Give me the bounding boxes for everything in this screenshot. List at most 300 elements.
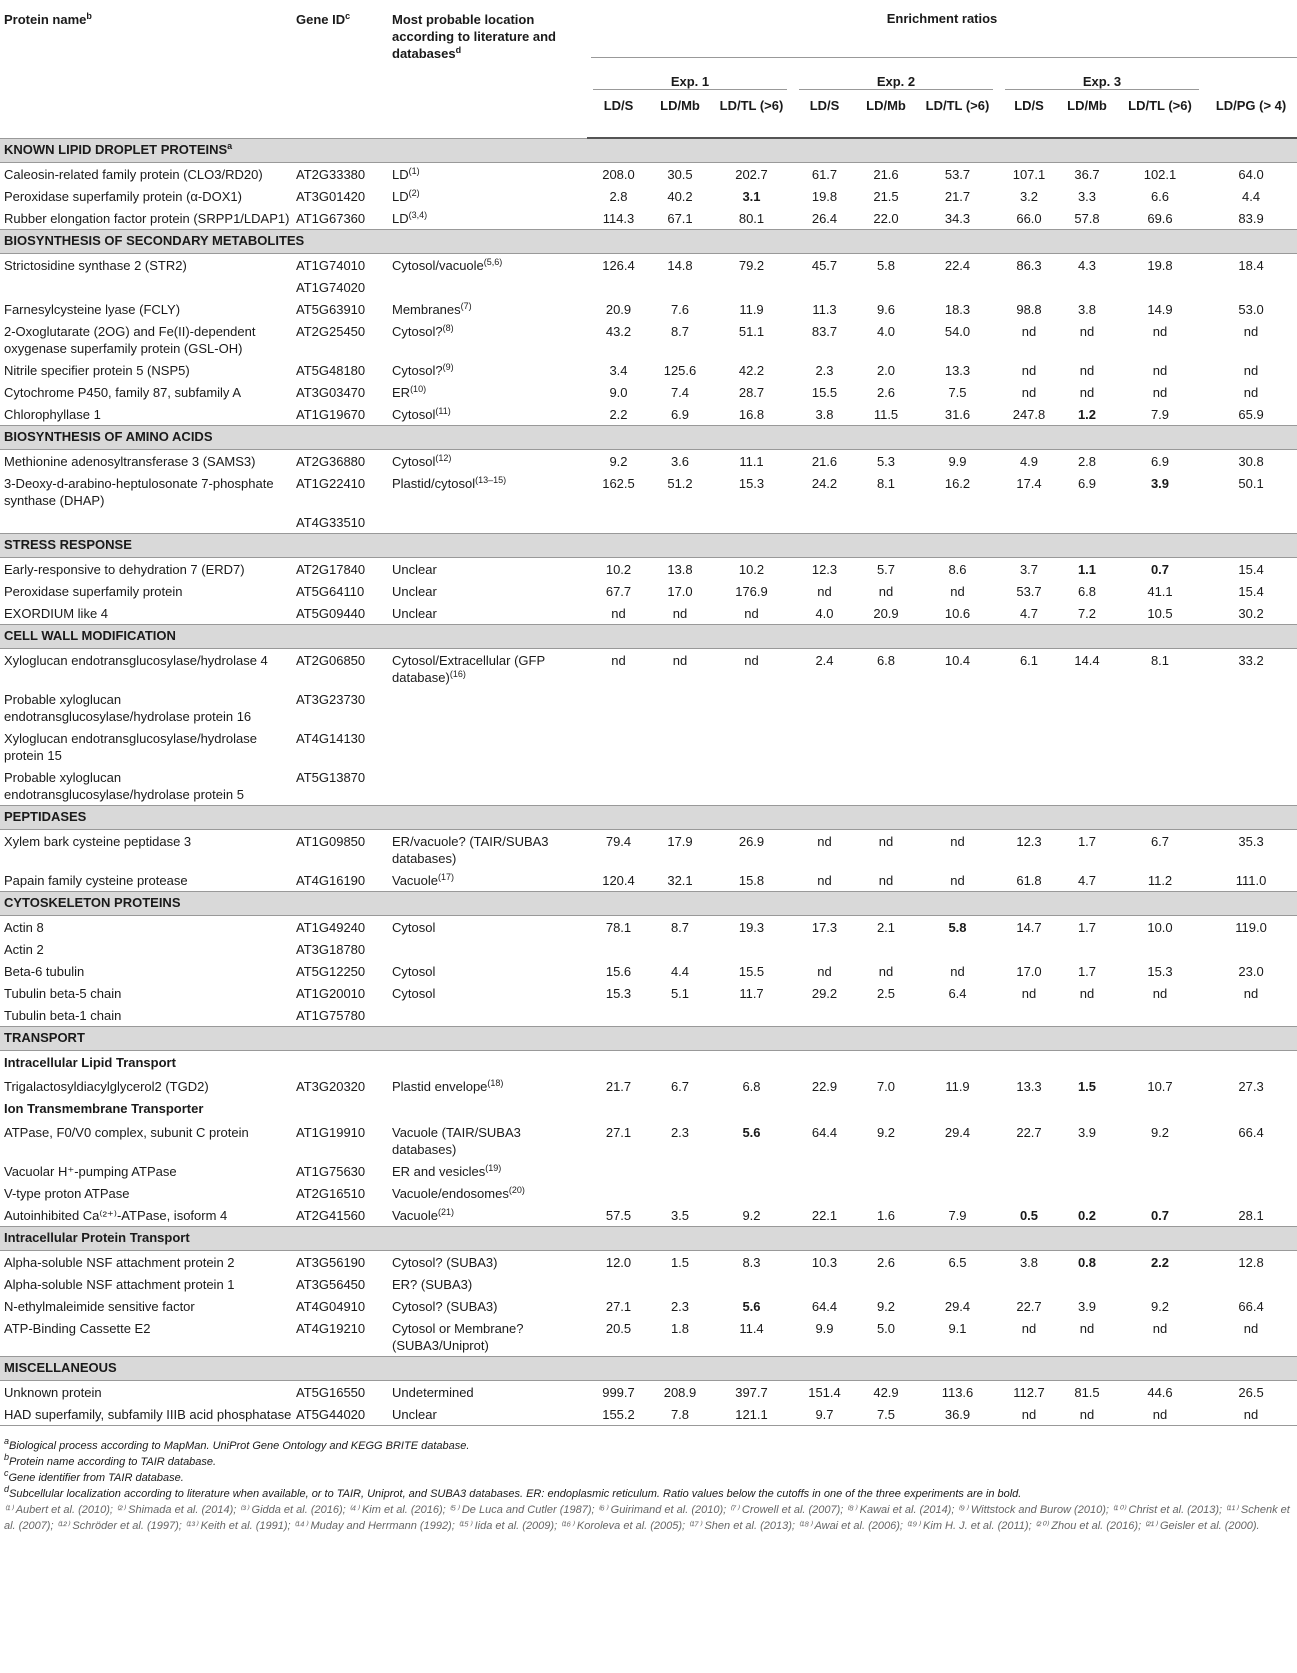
ratio-cell: 54.0 bbox=[944, 324, 971, 339]
location-text: LD bbox=[392, 167, 409, 182]
ratio-cell: 5.0 bbox=[876, 1321, 896, 1336]
location-cell bbox=[389, 1273, 587, 1295]
ratio-cell: 12.8 bbox=[1238, 1255, 1264, 1270]
ratio-cell: 2.3 bbox=[815, 363, 834, 378]
ratio-cell: 10.2 bbox=[738, 562, 765, 577]
protein-name-cell: Nitrile specifier protein 5 (NSP5) bbox=[4, 363, 190, 378]
col-header-exp3: Exp. 3 bbox=[999, 58, 1205, 90]
gene-id-cell: AT5G64110 bbox=[296, 584, 365, 599]
ratio-cell: 2.2 bbox=[1150, 1255, 1170, 1270]
location-cell bbox=[389, 254, 587, 277]
footnote-mark: d bbox=[4, 1484, 10, 1494]
ratio-cell: 6.9 bbox=[1077, 476, 1097, 491]
location-text: ER bbox=[392, 385, 411, 400]
location-text: Cytosol/Extracellular (GFP database) bbox=[392, 653, 545, 685]
ratio-cell bbox=[1059, 938, 1115, 960]
ratio-cell: 61.8 bbox=[1016, 873, 1042, 888]
ratio-cell: nd bbox=[1021, 1407, 1037, 1422]
section-header bbox=[0, 1027, 1297, 1051]
ratio-cell: 113.6 bbox=[941, 1385, 974, 1400]
protein-name-cell: Probable xyloglucan endotransglucosylase/hydrolase protein 5 bbox=[4, 770, 244, 802]
ratio-cell: 2.2 bbox=[609, 407, 628, 422]
ratio-cell bbox=[999, 1004, 1059, 1027]
protein-name-cell: Farnesylcysteine lyase (FCLY) bbox=[4, 302, 181, 317]
location-citation-mark: (2) bbox=[408, 188, 420, 198]
location-cell bbox=[389, 1075, 587, 1097]
ratio-cell: 44.6 bbox=[1147, 1385, 1173, 1400]
ratio-cell bbox=[999, 688, 1059, 727]
ratio-cell: nd bbox=[1243, 1407, 1259, 1422]
ratio-cell: 3.4 bbox=[609, 363, 628, 378]
ratio-cell: 1.5 bbox=[1077, 1079, 1097, 1094]
gene-id-cell: AT5G12250 bbox=[296, 964, 366, 979]
ratio-cell: 23.0 bbox=[1238, 964, 1264, 979]
protein-name-cell: Cytochrome P450, family 87, subfamily A bbox=[4, 385, 241, 400]
table-row bbox=[0, 960, 1297, 982]
col-header-protein: Protein name$^b$ bbox=[4, 11, 92, 27]
location-text: Cytosol bbox=[392, 407, 436, 422]
ratio-cell: 11.9 bbox=[945, 1079, 970, 1094]
gene-id-cell: AT1G20010 bbox=[296, 986, 366, 1001]
location-cell bbox=[389, 511, 587, 534]
gene-id-cell: AT5G44020 bbox=[296, 1407, 366, 1422]
table-row bbox=[0, 766, 1297, 806]
ratio-cell: 10.5 bbox=[1147, 606, 1173, 621]
ratio-cell: 9.9 bbox=[815, 1321, 834, 1336]
ratio-cell: 8.7 bbox=[670, 324, 690, 339]
location-text: Cytosol? bbox=[392, 363, 443, 378]
ratio-cell: 3.6 bbox=[670, 454, 690, 469]
ratio-cell bbox=[793, 1182, 856, 1204]
ratio-cell bbox=[1059, 511, 1115, 534]
ratio-cell: 12.3 bbox=[1016, 834, 1042, 849]
ratio-cell: 6.9 bbox=[670, 407, 690, 422]
protein-name-cell: Papain family cysteine protease bbox=[4, 873, 188, 888]
gene-id-cell: AT5G16550 bbox=[296, 1385, 366, 1400]
location-citation-mark: (17) bbox=[438, 872, 455, 882]
ratio-cell: 2.1 bbox=[876, 920, 896, 935]
section-header bbox=[0, 892, 1297, 916]
ratio-cell: 1.5 bbox=[670, 1255, 690, 1270]
ratio-cell: 22.7 bbox=[1016, 1125, 1042, 1140]
ratio-cell: 14.8 bbox=[667, 258, 693, 273]
protein-name-cell: 3-Deoxy-d-arabino-heptulosonate 7-phosphate synthase (DHAP) bbox=[4, 476, 274, 508]
ratio-cell bbox=[710, 511, 793, 534]
ratio-cell: nd bbox=[1152, 385, 1168, 400]
ratio-cell: 2.4 bbox=[815, 653, 834, 668]
location-citation-mark: (18) bbox=[487, 1078, 504, 1088]
ratio-cell: 11.9 bbox=[739, 302, 764, 317]
ratio-cell: 2.5 bbox=[876, 986, 896, 1001]
location-text: Unclear bbox=[392, 584, 437, 599]
ratio-cell bbox=[793, 1160, 856, 1182]
gene-id-cell: AT3G23730 bbox=[296, 692, 366, 707]
ratio-cell bbox=[650, 766, 710, 806]
protein-name-cell: Peroxidase superfamily protein (α-DOX1) bbox=[4, 189, 242, 204]
ratio-cell: 57.8 bbox=[1074, 211, 1100, 226]
table-row bbox=[0, 1160, 1297, 1182]
ratio-cell bbox=[650, 727, 710, 766]
section-title bbox=[0, 1357, 1297, 1381]
ratio-cell: 21.7 bbox=[944, 189, 971, 204]
col-header-exp2: Exp. 2 bbox=[793, 58, 999, 90]
location-text: Vacuole (TAIR/SUBA3 databases) bbox=[392, 1125, 521, 1157]
ratio-cell: 9.7 bbox=[815, 1407, 834, 1422]
ratio-cell bbox=[1205, 688, 1297, 727]
ratio-cell bbox=[710, 766, 793, 806]
section-header bbox=[0, 806, 1297, 830]
ratio-cell: 79.2 bbox=[738, 258, 765, 273]
ratio-cell: 120.4 bbox=[602, 873, 635, 888]
ratio-cell bbox=[856, 276, 916, 298]
ratio-cell bbox=[1059, 727, 1115, 766]
section-title-text: Intracellular Protein Transport bbox=[4, 1230, 190, 1245]
ratio-cell: 112.7 bbox=[1013, 1385, 1045, 1400]
ratio-cell bbox=[710, 938, 793, 960]
section-header bbox=[0, 625, 1297, 649]
ratio-cell bbox=[793, 766, 856, 806]
ratio-cell: 6.4 bbox=[948, 986, 967, 1001]
ratio-cell: 64.0 bbox=[1238, 167, 1264, 182]
ratio-cell bbox=[1059, 1004, 1115, 1027]
location-cell bbox=[389, 403, 587, 426]
ratio-cell: 6.7 bbox=[670, 1079, 690, 1094]
ratio-cell: nd bbox=[878, 834, 894, 849]
protein-name-cell: Methionine adenosyltransferase 3 (SAMS3) bbox=[4, 454, 256, 469]
subsection-title: Ion Transmembrane Transporter bbox=[4, 1101, 204, 1116]
ratio-cell: 13.3 bbox=[1016, 1079, 1042, 1094]
col-header-ratio: LD/TL (>6) bbox=[1115, 90, 1205, 138]
ratio-cell bbox=[587, 766, 650, 806]
ratio-cell: 126.4 bbox=[602, 258, 635, 273]
section-title bbox=[0, 534, 1297, 558]
ratio-cell: 247.8 bbox=[1012, 407, 1046, 422]
protein-name-cell: HAD superfamily, subfamily IIIB acid phosphatase bbox=[4, 1407, 292, 1422]
ratio-cell: 29.4 bbox=[944, 1299, 971, 1314]
ratio-cell: 42.2 bbox=[738, 363, 765, 378]
location-citation-mark: (19) bbox=[485, 1163, 502, 1173]
col-header-ratio: LD/S bbox=[793, 90, 856, 138]
ratio-cell: 15.5 bbox=[738, 964, 765, 979]
table-row bbox=[0, 1403, 1297, 1426]
ratio-cell bbox=[856, 1160, 916, 1182]
ratio-cell: 17.4 bbox=[1016, 476, 1042, 491]
gene-id-cell: AT3G03470 bbox=[296, 385, 366, 400]
ratio-cell bbox=[793, 727, 856, 766]
section-title bbox=[0, 1227, 1297, 1251]
ratio-cell bbox=[710, 1004, 793, 1027]
location-cell bbox=[389, 602, 587, 625]
table-row bbox=[0, 938, 1297, 960]
ratio-cell: 7.2 bbox=[1077, 606, 1097, 621]
ratio-cell: 5.8 bbox=[876, 258, 896, 273]
ratio-cell: nd bbox=[1152, 986, 1168, 1001]
ratio-cell: 30.2 bbox=[1238, 606, 1264, 621]
section-title-text: TRANSPORT bbox=[4, 1030, 85, 1045]
ratio-cell: nd bbox=[1021, 986, 1037, 1001]
footnote-mark: a bbox=[4, 1436, 10, 1446]
ratio-cell: 65.9 bbox=[1238, 407, 1264, 422]
gene-id-cell: AT2G33380 bbox=[296, 167, 366, 182]
ratio-cell: 9.2 bbox=[609, 454, 628, 469]
location-text: Cytosol bbox=[392, 454, 436, 469]
table-row bbox=[0, 830, 1297, 870]
ratio-cell bbox=[999, 1273, 1059, 1295]
ratio-cell: 66.4 bbox=[1238, 1125, 1264, 1140]
ratio-cell: 83.9 bbox=[1238, 211, 1264, 226]
location-cell bbox=[389, 1403, 587, 1426]
protein-name-cell: EXORDIUM like 4 bbox=[4, 606, 109, 621]
ratio-cell: 14.4 bbox=[1074, 653, 1100, 668]
ratio-cell: 6.5 bbox=[948, 1255, 967, 1270]
ratio-cell: 28.1 bbox=[1238, 1208, 1264, 1223]
table-row bbox=[0, 450, 1297, 473]
ratio-cell: nd bbox=[744, 653, 759, 668]
ratio-cell bbox=[587, 511, 650, 534]
ratio-cell: 9.2 bbox=[876, 1125, 896, 1140]
ratio-cell: 67.7 bbox=[605, 584, 632, 599]
ratio-cell: 10.6 bbox=[944, 606, 971, 621]
section-header bbox=[0, 1227, 1297, 1251]
ratio-cell: nd bbox=[1152, 363, 1168, 378]
ratio-cell bbox=[793, 938, 856, 960]
gene-id-cell: AT1G75780 bbox=[296, 1008, 366, 1023]
ratio-cell bbox=[999, 1160, 1059, 1182]
ratio-cell: 20.5 bbox=[605, 1321, 632, 1336]
gene-id-cell: AT5G13870 bbox=[296, 770, 366, 785]
section-title bbox=[0, 230, 1297, 254]
ratio-cell: 11.3 bbox=[812, 302, 837, 317]
protein-name-cell bbox=[0, 276, 292, 298]
ratio-cell: 0.7 bbox=[1150, 1208, 1170, 1223]
ratio-cell bbox=[793, 1273, 856, 1295]
gene-id-cell: AT1G09850 bbox=[296, 834, 366, 849]
ratio-cell: 4.0 bbox=[876, 324, 896, 339]
ratio-cell: 10.3 bbox=[811, 1255, 838, 1270]
location-text: Unclear bbox=[392, 562, 437, 577]
location-text: Cytosol? (SUBA3) bbox=[392, 1299, 498, 1314]
location-cell bbox=[389, 1317, 587, 1357]
ratio-cell: 29.2 bbox=[811, 986, 838, 1001]
ratio-cell: 15.5 bbox=[811, 385, 838, 400]
table-row bbox=[0, 254, 1297, 277]
protein-name-cell bbox=[0, 511, 292, 534]
ratio-cell bbox=[710, 727, 793, 766]
table-row bbox=[0, 688, 1297, 727]
protein-name-cell: 2-Oxoglutarate (2OG) and Fe(II)-dependent oxygenase superfamily protein (GSL-OH) bbox=[4, 324, 256, 356]
gene-id-cell: AT2G16510 bbox=[296, 1186, 366, 1201]
table-row bbox=[0, 1121, 1297, 1160]
ratio-cell: 8.1 bbox=[1150, 653, 1170, 668]
gene-id-cell: AT4G33510 bbox=[296, 515, 366, 530]
ratio-cell: 7.9 bbox=[1150, 407, 1170, 422]
ratio-cell: nd bbox=[672, 606, 688, 621]
ratio-cell bbox=[916, 276, 999, 298]
ratio-cell: 15.8 bbox=[738, 873, 765, 888]
ratio-cell bbox=[856, 688, 916, 727]
ratio-cell: 26.5 bbox=[1238, 1385, 1264, 1400]
ratio-cell: 2.3 bbox=[670, 1125, 690, 1140]
table-row bbox=[0, 602, 1297, 625]
ratio-cell: 14.7 bbox=[1016, 920, 1042, 935]
location-cell bbox=[389, 830, 587, 870]
ratio-cell: 50.1 bbox=[1238, 476, 1264, 491]
ratio-cell: 15.3 bbox=[605, 986, 632, 1001]
ratio-cell: 57.5 bbox=[605, 1208, 632, 1223]
subsection-header bbox=[0, 1051, 1297, 1076]
location-citation-mark: (9) bbox=[442, 362, 454, 372]
col-header-ratio: LD/S bbox=[587, 90, 650, 138]
ratio-cell bbox=[916, 688, 999, 727]
location-cell bbox=[389, 359, 587, 381]
ratio-cell bbox=[650, 938, 710, 960]
ratio-cell: 36.9 bbox=[944, 1407, 971, 1422]
ratio-cell: 9.2 bbox=[1150, 1125, 1170, 1140]
location-citation-mark: (3,4) bbox=[408, 210, 428, 220]
protein-name-cell: Alpha-soluble NSF attachment protein 1 bbox=[4, 1277, 235, 1292]
protein-name-cell: Autoinhibited Ca⁽²⁺⁾-ATPase, isoform 4 bbox=[4, 1208, 228, 1223]
ratio-cell bbox=[1059, 1273, 1115, 1295]
location-cell bbox=[389, 298, 587, 320]
ratio-cell: 0.5 bbox=[1019, 1208, 1039, 1223]
ratio-cell: 26.9 bbox=[738, 834, 765, 849]
gene-id-cell: AT1G19910 bbox=[296, 1125, 366, 1140]
ratio-cell bbox=[916, 766, 999, 806]
ratio-cell: 16.8 bbox=[738, 407, 765, 422]
table-row bbox=[0, 558, 1297, 581]
ratio-cell: nd bbox=[1079, 986, 1095, 1001]
gene-id-cell: AT3G18780 bbox=[296, 942, 366, 957]
ratio-cell bbox=[1205, 1273, 1297, 1295]
ratio-cell: 2.3 bbox=[670, 1299, 690, 1314]
location-cell bbox=[389, 276, 587, 298]
ratio-cell bbox=[856, 1182, 916, 1204]
ratio-cell: 2.6 bbox=[876, 1255, 896, 1270]
ratio-cell: 11.1 bbox=[739, 454, 764, 469]
gene-id-cell: AT3G56190 bbox=[296, 1255, 366, 1270]
section-title bbox=[0, 1027, 1297, 1051]
ratio-cell: 9.2 bbox=[742, 1208, 761, 1223]
ratio-cell: 35.3 bbox=[1238, 834, 1264, 849]
ratio-cell: 7.8 bbox=[670, 1407, 690, 1422]
table-row bbox=[0, 276, 1297, 298]
ratio-cell bbox=[793, 276, 856, 298]
footnote-text: Biological process according to MapMan. UniProt Gene Ontology and KEGG BRITE database. bbox=[9, 1440, 470, 1452]
ratio-cell: 24.2 bbox=[811, 476, 838, 491]
location-cell bbox=[389, 1251, 587, 1274]
gene-id-cell: AT5G63910 bbox=[296, 302, 366, 317]
ratio-cell bbox=[587, 727, 650, 766]
table-row bbox=[0, 381, 1297, 403]
ratio-cell: 1.7 bbox=[1077, 964, 1097, 979]
section-title-text: CYTOSKELETON PROTEINS bbox=[4, 895, 181, 910]
ratio-cell: 9.2 bbox=[1150, 1299, 1170, 1314]
table-row bbox=[0, 185, 1297, 207]
ratio-cell: 9.9 bbox=[948, 454, 967, 469]
citation-list: ⁽¹⁾ Aubert et al. (2010); ⁽²⁾ Shimada et al. (2014); ⁽³⁾ Gidda et al. (2016); ⁽⁴⁾ Kim et al. (2016); ⁽⁵⁾ De Luca and Cutler (1987); ⁽⁶⁾ Guirimand et al. (2010); ⁽⁷⁾ Crowell et al. (2007); ⁽⁸⁾ Kawai et al. (2014); ⁽⁹⁾ Wittstock and Burow (2010); ⁽¹⁰⁾ Christ et al. (2013); ⁽¹¹⁾ Schenk et al. (2007); ⁽¹²⁾ Schröder et al. (1997); ⁽¹³⁾ Keith et al. (1991); ⁽¹⁴⁾ Muday and Herrmann (1992); ⁽¹⁵⁾ Iida et al. (2009); ⁽¹⁶⁾ Koroleva et al. (2005); ⁽¹⁷⁾ Shen et al. (2013); ⁽¹⁸⁾ Awai et al. (2006); ⁽¹⁹⁾ Kim H. J. et al. (2011); ⁽²⁰⁾ Zhou et al. (2016); ⁽²¹⁾ Geisler et al. (2000). bbox=[4, 1504, 1290, 1532]
ratio-cell: 5.7 bbox=[876, 562, 896, 577]
table-row bbox=[0, 359, 1297, 381]
location-text: ER/vacuole? (TAIR/SUBA3 databases) bbox=[392, 834, 549, 866]
ratio-cell: 4.3 bbox=[1077, 258, 1097, 273]
ratio-cell: nd bbox=[950, 964, 965, 979]
location-text: Vacuole bbox=[392, 1208, 439, 1223]
ratio-cell: 20.9 bbox=[873, 606, 899, 621]
ratio-cell: nd bbox=[1079, 1407, 1095, 1422]
ratio-cell: 11.2 bbox=[1147, 873, 1173, 888]
ratio-cell: 1.8 bbox=[670, 1321, 690, 1336]
ratio-cell bbox=[710, 276, 793, 298]
protein-name-cell: Rubber elongation factor protein (SRPP1/LDAP1) bbox=[4, 211, 290, 226]
section-title-text: PEPTIDASES bbox=[4, 809, 87, 824]
location-text: ER and vesicles bbox=[392, 1164, 486, 1179]
ratio-cell: nd bbox=[1021, 385, 1037, 400]
ratio-cell bbox=[856, 511, 916, 534]
protein-name-cell: Tubulin beta-1 chain bbox=[4, 1008, 122, 1023]
table-footnotes bbox=[4, 1438, 1293, 1534]
ratio-cell: 1.2 bbox=[1077, 407, 1097, 422]
location-citation-mark: (20) bbox=[508, 1185, 525, 1195]
ratio-cell: nd bbox=[1152, 1321, 1168, 1336]
location-text: Membranes bbox=[392, 302, 461, 317]
ratio-cell: nd bbox=[672, 653, 688, 668]
ratio-cell: 33.2 bbox=[1238, 653, 1264, 668]
ratio-cell: 111.0 bbox=[1235, 873, 1267, 888]
ratio-cell: 36.7 bbox=[1074, 167, 1100, 182]
ratio-cell bbox=[587, 1004, 650, 1027]
ratio-cell: 51.1 bbox=[738, 324, 765, 339]
ratio-cell: 162.5 bbox=[602, 476, 635, 491]
location-text: Cytosol? bbox=[392, 324, 443, 339]
location-text: LD bbox=[392, 189, 409, 204]
location-cell bbox=[389, 649, 587, 689]
ratio-cell: 4.0 bbox=[815, 606, 834, 621]
ratio-cell: 6.8 bbox=[1077, 584, 1097, 599]
ratio-cell: 53.7 bbox=[1016, 584, 1042, 599]
ratio-cell bbox=[1115, 688, 1205, 727]
gene-id-cell: AT2G06850 bbox=[296, 653, 366, 668]
protein-name-cell: Trigalactosyldiacylglycerol2 (TGD2) bbox=[4, 1079, 209, 1094]
ratio-cell: 3.3 bbox=[1077, 189, 1097, 204]
ratio-cell: nd bbox=[1243, 1321, 1259, 1336]
footnote-text: Protein name according to TAIR database. bbox=[9, 1456, 217, 1468]
ratio-cell: 208.9 bbox=[663, 1385, 697, 1400]
ratio-cell: nd bbox=[950, 873, 965, 888]
ratio-cell: 21.6 bbox=[873, 167, 899, 182]
col-header-exp1: Exp. 1 bbox=[587, 58, 793, 90]
ratio-cell bbox=[916, 1004, 999, 1027]
ratio-cell bbox=[587, 1182, 650, 1204]
ratio-cell bbox=[1115, 1160, 1205, 1182]
footnote bbox=[4, 1454, 1293, 1470]
subsection-header bbox=[0, 1097, 1297, 1121]
location-cell bbox=[389, 982, 587, 1004]
location-citation-mark: (12) bbox=[435, 453, 452, 463]
section-title-text: BIOSYNTHESIS OF AMINO ACIDS bbox=[4, 429, 213, 444]
ratio-cell: 98.8 bbox=[1016, 302, 1042, 317]
ratio-cell: nd bbox=[817, 873, 832, 888]
section-title-text: MISCELLANEOUS bbox=[4, 1360, 117, 1375]
ratio-cell: 3.9 bbox=[1077, 1299, 1097, 1314]
ratio-cell: 2.0 bbox=[876, 363, 896, 378]
gene-id-cell: AT4G04910 bbox=[296, 1299, 366, 1314]
section-title-text: BIOSYNTHESIS OF SECONDARY METABOLITES bbox=[4, 233, 305, 248]
location-text: Cytosol bbox=[392, 920, 436, 935]
ratio-cell: nd bbox=[1079, 385, 1095, 400]
table-row bbox=[0, 403, 1297, 426]
location-text: Cytosol or Membrane? (SUBA3/Uniprot) bbox=[392, 1321, 524, 1353]
ratio-cell bbox=[916, 1182, 999, 1204]
